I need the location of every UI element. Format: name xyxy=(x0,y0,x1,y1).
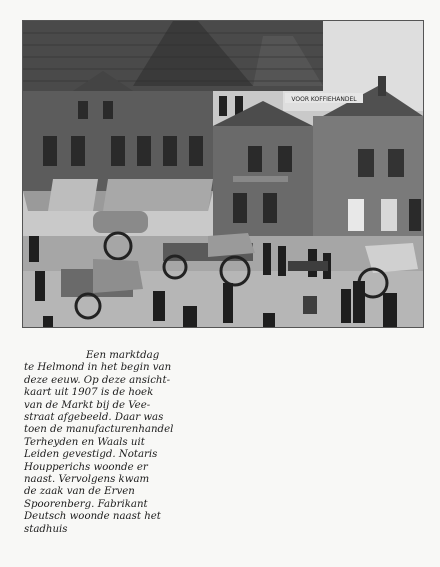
caption-line: Terheyden en Waals uit xyxy=(24,436,145,448)
caption-line: toen de manufacturenhandel xyxy=(24,424,174,436)
caption-line: Leiden gevestigd. Notaris xyxy=(24,449,158,461)
caption-line: Houpperichs woonde er xyxy=(24,461,148,473)
shop-sign-text: VOOR KOFFIEHANDEL xyxy=(291,96,357,103)
caption-line: de zaak van de Erven xyxy=(24,486,135,498)
caption-line: kaart uit 1907 is de hoek xyxy=(24,387,154,399)
caption-line: stadhuis xyxy=(24,523,68,535)
caption-line: Spoorenberg. Fabrikant xyxy=(24,498,148,510)
caption-line: Deutsch woonde naast het xyxy=(24,511,161,523)
caption-line: te Helmond in het begin van xyxy=(24,362,172,374)
photo-caption xyxy=(24,350,174,536)
caption-line: naast. Vervolgens kwam xyxy=(24,474,150,486)
caption-line: Een marktdag xyxy=(86,350,160,361)
market-scene-illustration xyxy=(23,21,423,327)
caption-line: straat afgebeeld. Daar was xyxy=(24,412,164,424)
caption-line: deze eeuw. Op deze ansicht- xyxy=(24,374,171,386)
caption-line: van de Markt bij de Vee- xyxy=(24,399,151,411)
market-photo xyxy=(22,20,424,328)
